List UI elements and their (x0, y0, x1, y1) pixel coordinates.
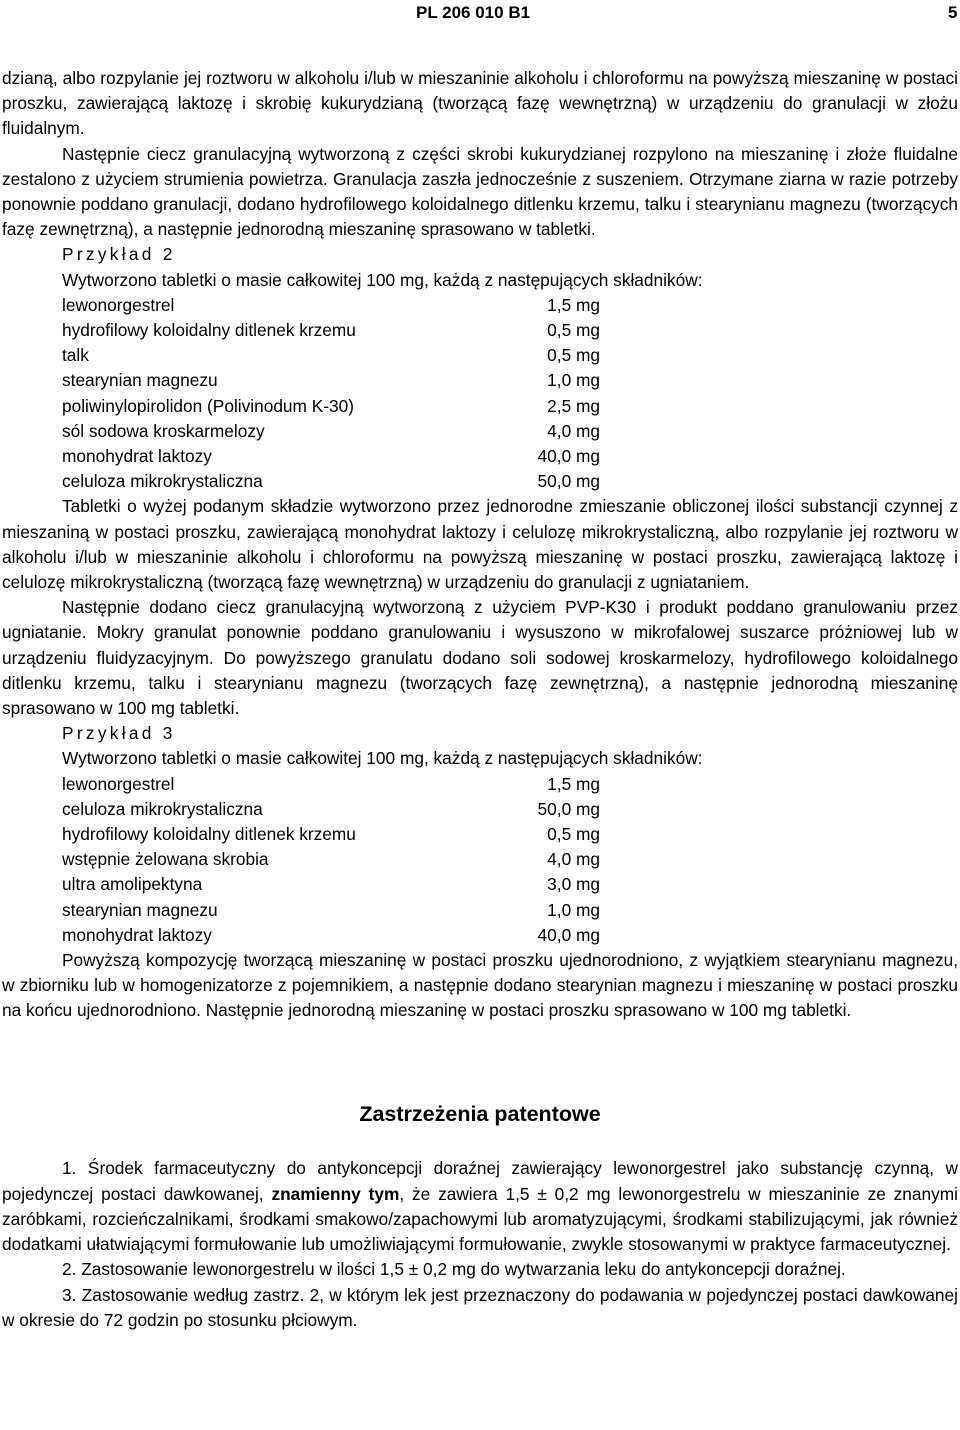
example-3-intro: Wytworzono tabletki o masie całkowitej 100 mg, każdą z następujących składników: (62, 748, 703, 769)
ingredient-name: stearynian magnezu (62, 899, 218, 920)
ingredient-name: hydrofilowy koloidalny ditlenek krzemu (62, 823, 356, 844)
example-2-text-1: Tabletki o wyżej podanym składzie wytworzono przez jednorodne zmieszanie obliczonej ilości substancji czynnej z mieszaniną w postaci proszku, zawierającą monohydrat laktozy i celulozę mikrokrystaliczną, albo rozpylanie jej roztworu w alkoholu i/lub w mieszaninie alkoholu i chloroformu na powyższą mieszaninę w postaci proszku, zawierającą laktozę i celulozę mikrokrystaliczną (tworzącą fazę wewnętrzną) w urządzeniu do granulacji z ugniataniem. (2, 496, 958, 592)
ingredient-amount: 2,5 mg (547, 395, 600, 416)
example-2-intro: Wytworzono tabletki o masie całkowitej 100 mg, każdą z następujących składników: (62, 269, 703, 290)
ingredient-amount: 4,0 mg (547, 420, 600, 441)
ingredient-row (62, 923, 958, 948)
claim-2: 2. Zastosowanie lewonorgestrelu w ilości 1,5 ± 0,2 mg do wytwarzania leku do antykoncepcji doraźnej. (62, 1259, 846, 1280)
ingredient-amount: 40,0 mg (537, 924, 600, 945)
ingredient-row (62, 318, 958, 343)
ingredient-name: wstępnie żelowana skrobia (62, 849, 269, 870)
ingredient-amount: 1,0 mg (547, 370, 600, 391)
claim-1-characterized-by: znamienny tym (271, 1183, 400, 1204)
ingredient-row (62, 872, 958, 897)
ingredient-name: poliwinylopirolidon (Polivinodum K-30) (62, 395, 355, 416)
ingredient-row (62, 419, 958, 444)
claim-1-text-start: 1. Środek farmaceutyczny do antykoncepcji doraźnej zawierający lewonorgestrel jako substancję czynną, w pojedynczej postaci dawkowanej, (2, 1158, 958, 1204)
ingredient-name: ultra amolipektyna (62, 874, 203, 895)
ingredient-row (62, 343, 958, 368)
ingredient-name: lewonorgestrel (62, 294, 175, 315)
document-code: PL 206 010 B1 (416, 3, 531, 22)
claim-1 (2, 1156, 958, 1257)
example-2-text-2: Następnie dodano ciecz granulacyjną wytworzoną z użyciem PVP-K30 i produkt poddano granulowaniu przez ugniatanie. Mokry granulat ponownie poddano granulowaniu i wysuszono w mikrofalowej suszarce próżniowej lub w urządzeniu fluidyzacyjnym. Do powyższego granulatu dodano soli sodowej kroskarmelozy, hydrofilowego koloidalnego ditlenku krzemu, talku i stearynianu magnezu (tworzących fazę zewnętrzną), a następnie jednorodną mieszaninę sprasowano w 100 mg tabletki. (2, 597, 958, 718)
example-2-heading: Przykład 2 (62, 244, 176, 265)
example-3-ingredient-list (2, 772, 958, 948)
ingredient-amount: 0,5 mg (547, 320, 600, 341)
ingredient-name: hydrofilowy koloidalny ditlenek krzemu (62, 320, 356, 341)
ingredient-amount: 50,0 mg (537, 471, 600, 492)
example-3-heading: Przykład 3 (62, 723, 176, 744)
ingredient-name: monohydrat laktozy (62, 445, 212, 466)
paragraph-continuation: dzianą, albo rozpylanie jej roztworu w alkoholu i/lub w mieszaninie alkoholu i chloroformu na powyższą mieszaninę w postaci proszku, zawierającą laktozę i skrobię kukurydzianą (tworzącą fazę wewnętrzną) w urządzeniu do granulacji w złożu fluidalnym. (2, 68, 958, 139)
ingredient-name: stearynian magnezu (62, 370, 218, 391)
ingredient-name: sól sodowa kroskarmelozy (62, 420, 265, 441)
ingredient-row (62, 368, 958, 393)
ingredient-amount: 0,5 mg (547, 823, 600, 844)
ingredient-amount: 3,0 mg (547, 874, 600, 895)
example-3-text-1: Powyższą kompozycję tworzącą mieszaninę w postaci proszku ujednorodniono, z wyjątkiem stearynianu magnezu, w zbiorniku lub w homogenizatorze z pojemnikiem, a następnie dodano stearynian magnezu i mieszaninę w postaci proszku na końcu ujednorodniono. Następnie jednorodną mieszaninę w postaci proszku sprasowano w 100 mg tabletki. (2, 949, 958, 1021)
ingredient-row (62, 822, 958, 847)
claim-3: 3. Zastosowanie według zastrz. 2, w którym lek jest przeznaczony do podawania w pojedynczej postaci dawkowanej w okresie do 72 godzin po stosunku płciowym. (2, 1284, 958, 1330)
ingredient-name: lewonorgestrel (62, 773, 175, 794)
ingredient-name: monohydrat laktozy (62, 924, 212, 945)
ingredient-row (62, 394, 958, 419)
ingredient-row (62, 772, 958, 797)
ingredient-amount: 40,0 mg (537, 445, 600, 466)
ingredient-row (62, 847, 958, 872)
ingredient-amount: 1,5 mg (547, 773, 600, 794)
claim-1-text-end: , że zawiera 1,5 ± 0,2 mg lewonorgestrelu w mieszaninie ze znanymi zaróbkami, rozcieńczalnikami, środkami smakowo/zapachowymi lub aromatyzującymi, środkami stabilizującymi, jak również dodatkami ułatwiającymi formułowanie lub umożliwiającymi formułowanie, zwykle stosowanymi w praktyce farmaceutycznej. (2, 1183, 959, 1255)
example-2-ingredient-list (2, 293, 958, 495)
ingredient-row (62, 293, 958, 318)
ingredient-amount: 1,0 mg (547, 899, 600, 920)
ingredient-amount: 50,0 mg (537, 798, 600, 819)
ingredient-name: talk (62, 345, 89, 366)
section-gap (2, 1023, 958, 1100)
ingredient-amount: 0,5 mg (547, 345, 600, 366)
claims-title: Zastrzeżenia patentowe (359, 1102, 601, 1127)
ingredient-name: celuloza mikrokrystaliczna (62, 798, 263, 819)
ingredient-amount: 1,5 mg (547, 294, 600, 315)
title-gap (2, 1128, 958, 1156)
document-body (2, 66, 958, 1333)
page-header (0, 3, 960, 23)
page-number: 5 (948, 3, 958, 22)
ingredient-amount: 4,0 mg (547, 849, 600, 870)
ingredient-row (62, 898, 958, 923)
ingredient-row (62, 444, 958, 469)
paragraph-granulation: Następnie ciecz granulacyjną wytworzoną z części skrobi kukurydzianej rozpylono na mieszaninę i złoże fluidalne zestalono z użyciem strumienia powietrza. Granulacja zaszła jednocześnie z suszeniem. Otrzymane ziarna w razie potrzeby ponownie poddano granulacji, dodano hydrofilowego koloidalnego ditlenku krzemu, talku i stearynianu magnezu (tworzących fazę zewnętrzną), a następnie jednorodną mieszaninę sprasowano w tabletki. (2, 143, 958, 240)
ingredient-name: celuloza mikrokrystaliczna (62, 471, 263, 492)
ingredient-row (62, 469, 958, 494)
ingredient-row (62, 797, 958, 822)
